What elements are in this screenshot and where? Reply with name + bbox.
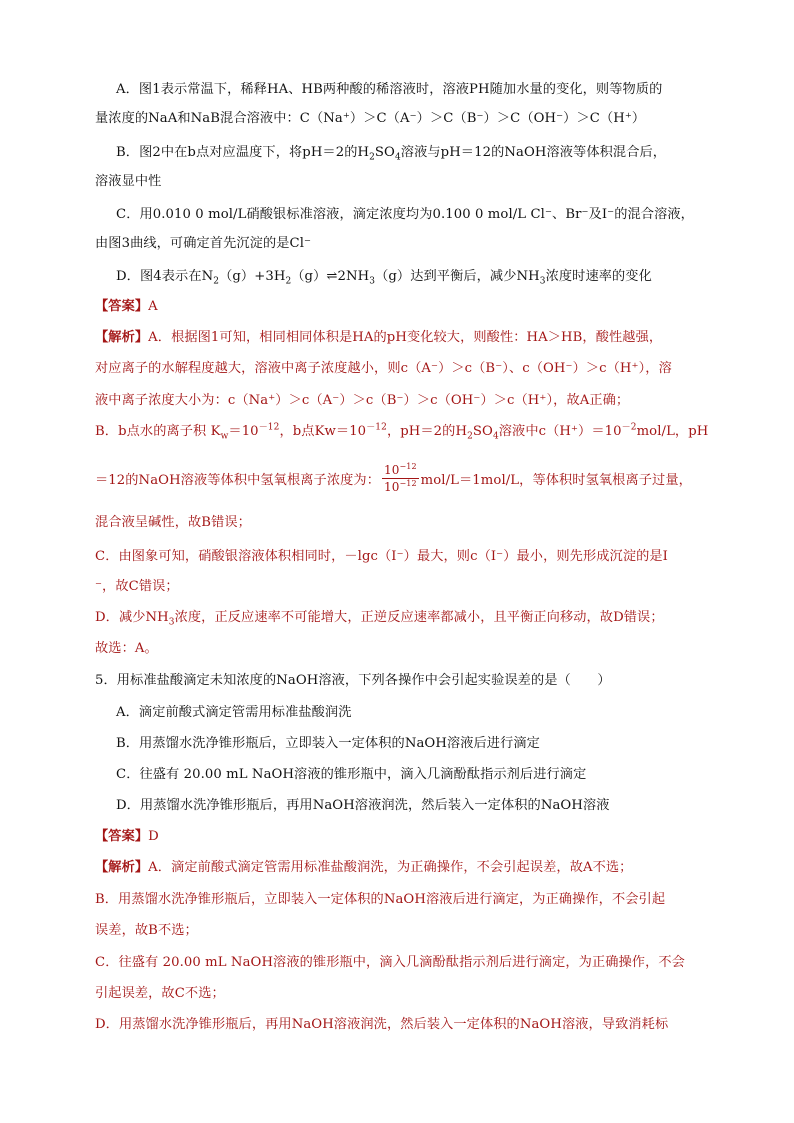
text-run: （g）达到平衡后，减少NH [375, 269, 540, 284]
subscript: 3 [369, 276, 376, 287]
text-run: mol/L＝1mol/L，等体积时氢氧根离子过量， [420, 473, 692, 488]
q4-option-a-line2: 量浓度的NaA和NaB混合溶液中：C（Na⁺）＞C（A⁻）＞C（B⁻）＞C（OH⁻）＞C（H⁺） [95, 111, 646, 126]
analysis-label: 【解析】 [95, 330, 149, 345]
q4-analysis-b-line3: 混合液呈碱性，故B错误； [95, 515, 251, 530]
q5-analysis-c-line2: 引起误差，故C不选； [95, 986, 225, 1001]
q5-analysis-d-line1: D．用蒸馏水洗净锥形瓶后，再用NaOH溶液润洗，然后装入一定体积的NaOH溶液，导致消耗标 [95, 1017, 669, 1032]
answer-value: D [148, 829, 159, 844]
text-run: D．减少NH [95, 610, 169, 625]
q5-stem: 5．用标准盐酸滴定未知浓度的NaOH溶液，下列各操作中会引起实验误差的是（ ） [95, 673, 611, 688]
q5-option-a: A．滴定前酸式滴定管需用标准盐酸润洗 [116, 705, 352, 720]
text-run: A．根据图1可知，相同相同体积是HA的pH变化较大，则酸性：HA＞HB，酸性越强， [148, 330, 663, 345]
q5-analysis-b-line2: 误差，故B不选； [95, 923, 198, 938]
text-run: ＝10 [228, 424, 259, 439]
q5-analysis-b-line1: B．用蒸馏水洗净锥形瓶后，立即装入一定体积的NaOH溶液后进行滴定，为正确操作，不会引起 [95, 892, 666, 907]
subscript: w [220, 431, 229, 442]
subscript: 2 [213, 276, 220, 287]
text-run: 10 [383, 463, 400, 477]
q4-analysis-c-line1: C．由图象可知，硝酸银溶液体积相同时，－lgc（I⁻）最大，则c（I⁻）最小，则先形成沉淀的是I [95, 549, 668, 564]
text-run: ，b点Kw＝10 [279, 424, 367, 439]
answer-value: A [148, 299, 158, 314]
q4-option-c-line2: 由图3曲线，可确定首先沉淀的是Cl⁻ [95, 236, 312, 251]
superscript: −12 [399, 479, 417, 488]
q4-option-b-line1 [116, 143, 736, 163]
superscript: －12 [366, 422, 387, 433]
q4-analysis-line3: 液中离子浓度大小为：c（Na⁺）＞c（A⁻）＞c（B⁻）＞c（OH⁻）＞c（H⁺），故A正确； [95, 393, 630, 408]
subscript: 2 [467, 431, 473, 442]
subscript: 2 [285, 276, 292, 287]
q5-option-c: C．往盛有 20.00 mL NaOH溶液的锥形瓶中，滴入几滴酚酞指示剂后进行滴定 [116, 767, 587, 782]
text-run: A．滴定前酸式滴定管需用标准盐酸润洗，为正确操作，不会引起误差，故A不选； [148, 860, 633, 875]
q4-analysis-c-line2: ⁻，故C错误； [95, 579, 179, 594]
subscript: 4 [394, 152, 401, 163]
q4-choose: 故选：A。 [95, 641, 158, 656]
text-run: （g）+3H [219, 269, 286, 284]
q5-option-d: D．用蒸馏水洗净锥形瓶后，再用NaOH溶液润洗，然后装入一定体积的NaOH溶液 [116, 798, 610, 813]
q5-option-b: B．用蒸馏水洗净锥形瓶后，立即装入一定体积的NaOH溶液后进行滴定 [116, 736, 540, 751]
superscript: −12 [399, 462, 417, 471]
answer-label: 【答案】 [95, 829, 149, 844]
q4-analysis-line2: 对应离子的水解程度越大，溶液中离子浓度越小，则c（A⁻）＞c（B⁻）、c（OH⁻）＞c（H⁺），溶 [95, 361, 672, 376]
text-run: D．图4表示在N [116, 269, 214, 284]
subscript: 3 [539, 276, 546, 287]
q4-analysis-b-line1 [95, 422, 715, 442]
subscript: 3 [168, 617, 175, 628]
fraction-numerator [382, 462, 419, 479]
subscript: 4 [492, 431, 499, 442]
analysis-label: 【解析】 [95, 860, 149, 875]
text-run: 浓度，正反应速率不可能增大，正逆反应速率都减小，且平衡正向移动，故D错误； [174, 610, 664, 625]
answer-label: 【答案】 [95, 299, 149, 314]
text-run: SO [374, 145, 395, 160]
text-run: ＝12的NaOH溶液等体积中氢氧根离子浓度为： [95, 473, 380, 488]
q5-answer [95, 827, 715, 847]
text-run: B．图2中在b点对应温度下，将pH＝2的H [116, 145, 370, 160]
q4-analysis-b-line2 [95, 464, 715, 497]
text-run: ，pH＝2的H [386, 424, 468, 439]
fraction-denominator [382, 479, 419, 495]
q4-option-a-line1: A．图1表示常温下，稀释HA、HB两种酸的稀溶液时，溶液PH随加水量的变化，则等物质的 [116, 82, 663, 97]
q4-analysis-d [95, 608, 715, 628]
q4-option-b-line2: 溶液显中性 [95, 174, 162, 189]
subscript: 2 [369, 152, 375, 163]
text-run: 浓度时速率的变化 [545, 269, 652, 284]
q4-answer [95, 297, 715, 317]
text-run: 溶液中c（H⁺）＝10 [498, 424, 622, 439]
q4-option-d [116, 267, 736, 287]
text-run: SO [472, 424, 493, 439]
superscript: －2 [621, 422, 637, 433]
text-run: 10 [383, 480, 400, 494]
q4-analysis-line1 [95, 328, 715, 348]
q5-analysis-c-line1: C．往盛有 20.00 mL NaOH溶液的锥形瓶中，滴入几滴酚酞指示剂后进行滴定，为正确操作，不会 [95, 955, 685, 970]
q4-option-c-line1: C．用0.010 0 mol/L硝酸银标准溶液，滴定浓度均为0.100 0 mol/L Cl⁻、Br⁻及I⁻的混合溶液， [116, 207, 694, 222]
text-run: （g）⇌2NH [291, 269, 370, 284]
text-run: 溶液与pH＝12的NaOH溶液等体积混合后， [400, 145, 667, 160]
q5-analysis-a [95, 858, 715, 878]
text-run: mol/L，pH [636, 424, 709, 439]
superscript: －12 [258, 422, 280, 433]
text-run: B．b点水的离子积 K [95, 424, 221, 439]
fraction [382, 462, 419, 495]
